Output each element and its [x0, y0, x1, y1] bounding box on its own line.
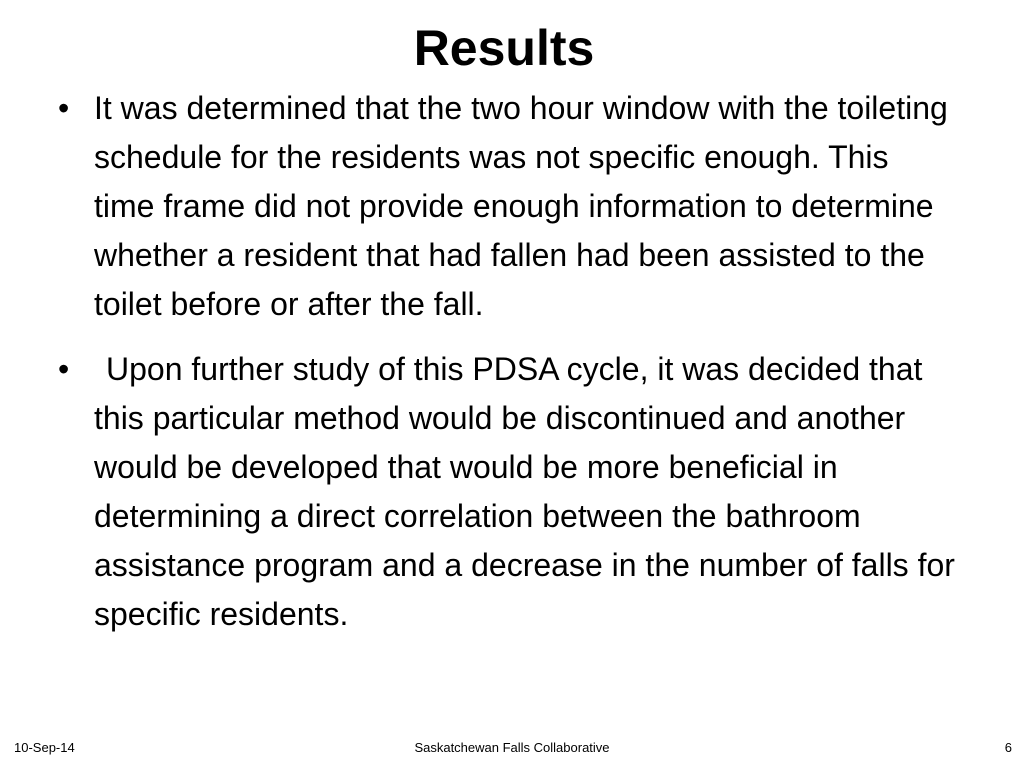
- page-number: 6: [1004, 740, 1012, 755]
- footer-title: Saskatchewan Falls Collaborative: [414, 740, 610, 755]
- bullet-item: [56, 84, 956, 329]
- bullet-list: [56, 84, 956, 639]
- slide-title: Results: [413, 20, 595, 76]
- bullet-text: Upon further study of this PDSA cycle, it was decided that this particular method would be discontinued and another would be developed that would be more beneficial in determining a direct correlation between the bathroom assistance program and a decrease in the number of falls for specific residents.: [94, 351, 955, 632]
- bullet-marker: •: [58, 351, 70, 387]
- bullet-text: It was determined that the two hour window with the toileting schedule for the residents was not specific enough. This time frame did not provide enough information to determine whether a resident that had fallen had been assisted to the toilet before or after the fall.: [94, 90, 948, 322]
- bullet-item: [56, 345, 956, 639]
- footer-date: 10-Sep-14: [14, 740, 75, 755]
- bullet-marker: •: [58, 90, 70, 126]
